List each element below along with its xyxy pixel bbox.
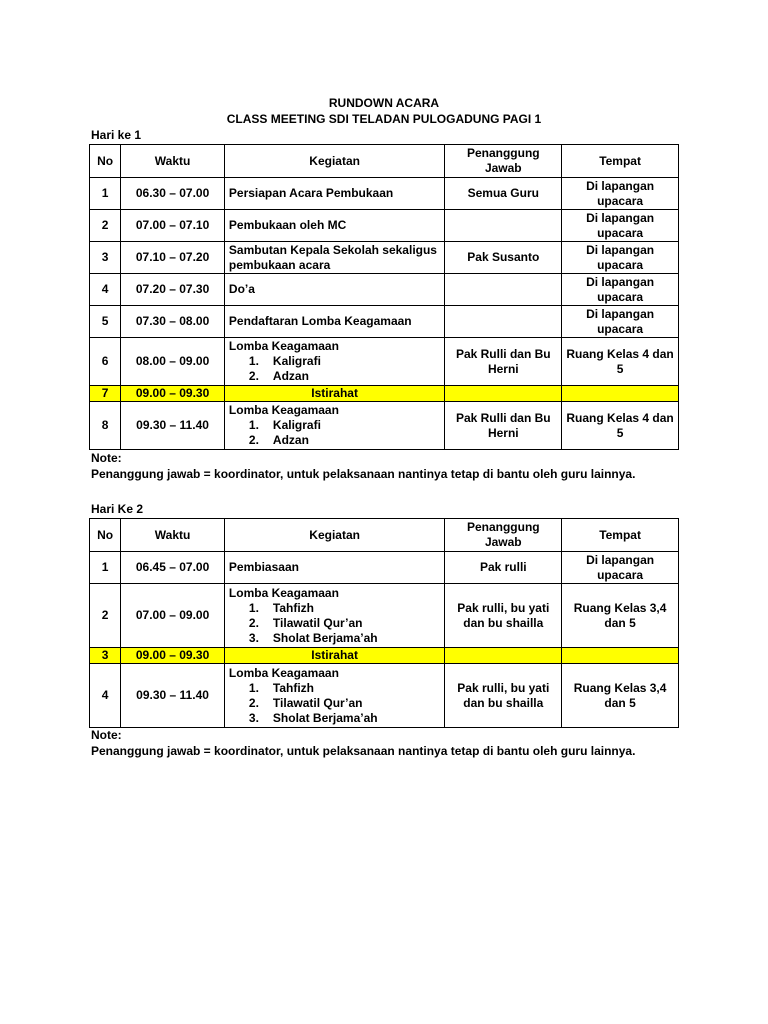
cell-time: 06.45 – 07.00 (121, 552, 225, 584)
activity-sub-item (229, 681, 440, 696)
activity-title: Lomba Keagamaan (228, 403, 339, 417)
cell-time: 09.30 – 11.40 (121, 402, 225, 450)
cell-time: 09.30 – 11.40 (121, 664, 225, 728)
activity-sub-item (229, 631, 440, 646)
cell-no: 2 (90, 584, 121, 648)
header-time: Waktu (121, 519, 225, 552)
cell-no: 4 (90, 274, 121, 306)
activity-sub-item (229, 354, 440, 369)
cell-no: 1 (90, 552, 121, 584)
cell-activity: Persiapan Acara Pembukaan (224, 178, 444, 210)
cell-no: 4 (90, 664, 121, 728)
header-no: No (90, 519, 121, 552)
cell-time: 08.00 – 09.00 (121, 338, 225, 386)
cell-place: Di lapangan upacara (562, 552, 679, 584)
header-place: Tempat (562, 519, 679, 552)
activity-title: Lomba Keagamaan (228, 585, 339, 600)
table-header-row (90, 519, 679, 552)
cell-time: 09.00 – 09.30 (121, 386, 225, 402)
cell-activity: Do’a (224, 274, 444, 306)
cell-pj (445, 386, 562, 402)
sub-item-number: 1. (248, 354, 259, 368)
sub-item-text: Tilawatil Qur’an (272, 615, 363, 630)
sub-item-number: 2. (248, 695, 259, 710)
cell-time: 06.30 – 07.00 (121, 178, 225, 210)
cell-no: 2 (90, 210, 121, 242)
table-row (90, 338, 679, 386)
cell-activity: Pembiasaan (224, 552, 444, 584)
header-activity: Kegiatan (224, 145, 444, 178)
day2-note (91, 727, 635, 759)
sub-item-text: Sholat Berjama’ah (272, 710, 378, 725)
header-time: Waktu (121, 145, 225, 178)
cell-no: 5 (90, 306, 121, 338)
note-label: Note: (91, 451, 122, 465)
cell-time: 09.00 – 09.30 (121, 648, 225, 664)
sub-item-number: 1. (248, 418, 259, 432)
day1-note (91, 450, 635, 482)
header-activity: Kegiatan (224, 519, 444, 552)
sub-item-number: 2. (248, 369, 259, 383)
cell-place: Ruang Kelas 3,4 dan 5 (562, 584, 679, 648)
cell-time: 07.20 – 07.30 (121, 274, 225, 306)
header-place: Tempat (562, 145, 679, 178)
doc-subtitle: CLASS MEETING SDI TELADAN PULOGADUNG PAGI 1 (226, 112, 542, 126)
sub-item-text: Adzan (272, 369, 309, 383)
cell-activity: Istirahat (224, 386, 444, 402)
table-row (90, 552, 679, 584)
cell-time: 07.00 – 09.00 (121, 584, 225, 648)
cell-time: 07.10 – 07.20 (121, 242, 225, 274)
break-row (90, 648, 679, 664)
sub-item-text: Kaligrafi (272, 418, 321, 432)
table-row (90, 664, 679, 728)
cell-pj: Pak Susanto (445, 242, 562, 274)
cell-no: 8 (90, 402, 121, 450)
activity-sub-item (229, 418, 440, 433)
cell-place: Di lapangan upacara (562, 210, 679, 242)
cell-pj (445, 648, 562, 664)
activity-title: Lomba Keagamaan (228, 339, 339, 353)
cell-activity (224, 402, 444, 450)
sub-item-number: 2. (248, 615, 259, 630)
cell-pj: Pak Rulli dan Bu Herni (445, 402, 562, 450)
activity-sub-item (229, 601, 440, 616)
doc-title: RUNDOWN ACARA (328, 96, 440, 110)
table-row (90, 242, 679, 274)
note-label: Note: (91, 728, 122, 742)
cell-pj (445, 274, 562, 306)
cell-activity: Istirahat (224, 648, 444, 664)
table-row (90, 274, 679, 306)
cell-no: 3 (90, 648, 121, 664)
table-row (90, 402, 679, 450)
day1-label: Hari ke 1 (91, 128, 142, 142)
cell-pj: Pak rulli (445, 552, 562, 584)
activity-sub-item (229, 369, 440, 384)
cell-place: Ruang Kelas 4 dan 5 (562, 402, 679, 450)
sub-item-text: Tilawatil Qur’an (272, 695, 363, 710)
cell-place (562, 386, 679, 402)
sub-item-text: Sholat Berjama’ah (272, 630, 378, 645)
cell-activity (224, 584, 444, 648)
activity-title: Lomba Keagamaan (228, 665, 339, 680)
table-row (90, 178, 679, 210)
day1-table-body (90, 178, 679, 450)
cell-place: Di lapangan upacara (562, 274, 679, 306)
day2-label: Hari Ke 2 (91, 502, 144, 516)
cell-place (562, 648, 679, 664)
cell-place: Di lapangan upacara (562, 306, 679, 338)
activity-sub-item (229, 433, 440, 448)
cell-activity: Sambutan Kepala Sekolah sekaligus pembukaan acara (224, 242, 444, 274)
sub-item-number: 1. (248, 680, 259, 695)
day2-schedule-table (89, 518, 679, 728)
cell-no: 7 (90, 386, 121, 402)
cell-place: Di lapangan upacara (562, 242, 679, 274)
table-header-row (90, 145, 679, 178)
note-text: Penanggung jawab = koordinator, untuk pelaksanaan nantinya tetap di bantu oleh guru lainnya. (91, 467, 636, 481)
cell-pj: Semua Guru (445, 178, 562, 210)
cell-place: Ruang Kelas 4 dan 5 (562, 338, 679, 386)
cell-no: 1 (90, 178, 121, 210)
cell-no: 3 (90, 242, 121, 274)
cell-activity (224, 664, 444, 728)
note-text: Penanggung jawab = koordinator, untuk pelaksanaan nantinya tetap di bantu oleh guru lainnya. (91, 744, 636, 758)
sub-item-number: 3. (248, 710, 259, 725)
sub-item-number: 3. (248, 630, 259, 645)
sub-item-text: Adzan (272, 433, 309, 447)
cell-pj (445, 306, 562, 338)
cell-time: 07.00 – 07.10 (121, 210, 225, 242)
table-row (90, 210, 679, 242)
day2-table-body (90, 552, 679, 728)
cell-activity: Pembukaan oleh MC (224, 210, 444, 242)
break-row (90, 386, 679, 402)
header-pj: Penanggung Jawab (445, 145, 562, 178)
table-row (90, 584, 679, 648)
cell-pj: Pak rulli, bu yati dan bu shailla (445, 664, 562, 728)
activity-sub-item (229, 616, 440, 631)
cell-pj: Pak Rulli dan Bu Herni (445, 338, 562, 386)
sub-item-text: Tahfizh (272, 600, 315, 615)
header-no: No (90, 145, 121, 178)
day1-schedule-table (89, 144, 679, 450)
cell-time: 07.30 – 08.00 (121, 306, 225, 338)
sub-item-number: 2. (248, 433, 259, 447)
cell-activity (224, 338, 444, 386)
activity-sub-item (229, 711, 440, 726)
table-row (90, 306, 679, 338)
header-pj: Penanggung Jawab (445, 519, 562, 552)
cell-place: Di lapangan upacara (562, 178, 679, 210)
cell-no: 6 (90, 338, 121, 386)
cell-place: Ruang Kelas 3,4 dan 5 (562, 664, 679, 728)
cell-pj (445, 210, 562, 242)
sub-item-number: 1. (248, 600, 259, 615)
cell-activity: Pendaftaran Lomba Keagamaan (224, 306, 444, 338)
sub-item-text: Tahfizh (272, 680, 315, 695)
cell-pj: Pak rulli, bu yati dan bu shailla (445, 584, 562, 648)
sub-item-text: Kaligrafi (272, 354, 321, 368)
activity-sub-item (229, 696, 440, 711)
